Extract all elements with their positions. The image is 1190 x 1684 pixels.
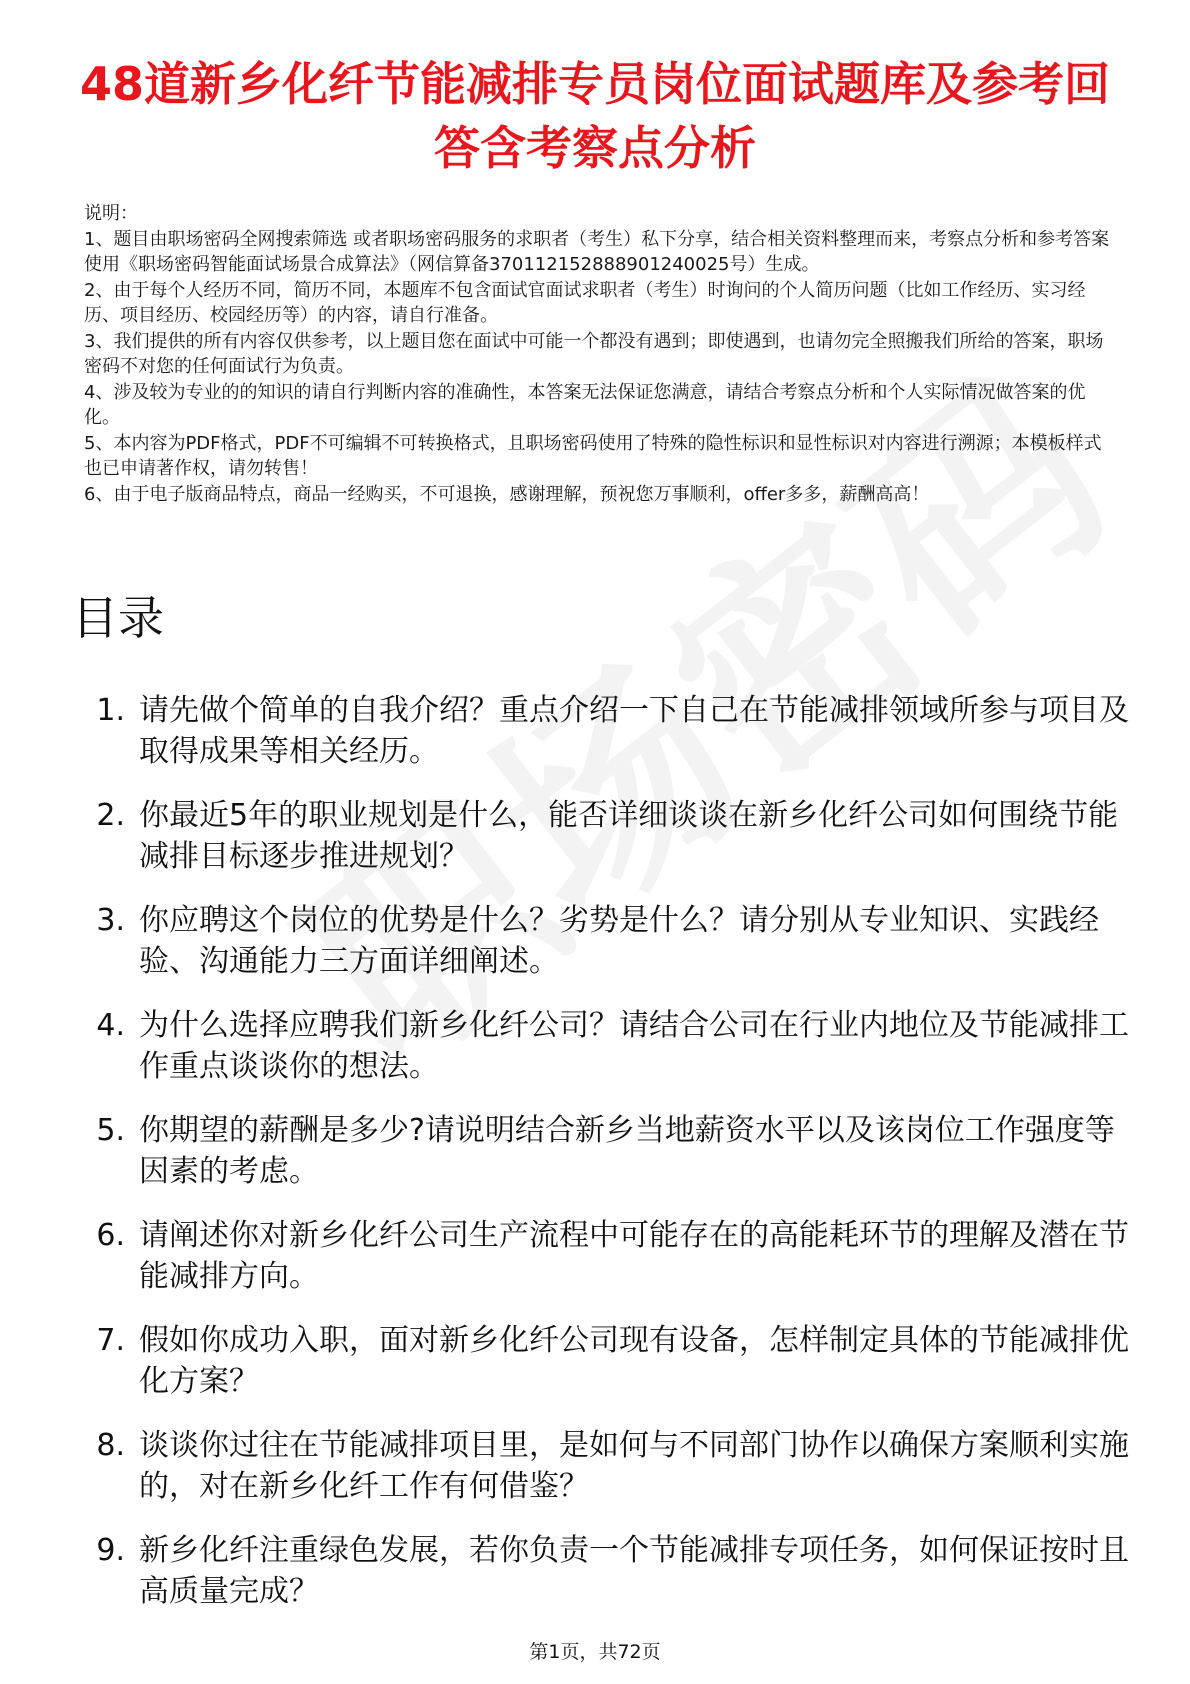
toc-item-number: 3. xyxy=(96,903,125,938)
toc-item-text: 你期望的薪酬是多少?请说明结合新乡当地薪资水平以及该岗位工作强度等因素的考虑。 xyxy=(139,1113,1115,1189)
toc-list xyxy=(72,690,1132,1635)
toc-item-text: 新乡化纤注重绿色发展，若你负责一个节能减排专项任务，如何保证按时且高质量完成？ xyxy=(139,1533,1129,1609)
toc-item-number: 4. xyxy=(96,1008,125,1043)
toc-item-text: 谈谈你过往在节能减排项目里，是如何与不同部门协作以确保方案顺利实施的，对在新乡化纤工作有何借鉴？ xyxy=(139,1428,1129,1504)
toc-item[interactable] xyxy=(72,1110,1132,1192)
note-item: 2、由于每个人经历不同，简历不同，本题库不包含面试官面试求职者（考生）时询问的个人简历问题（比如工作经历、实习经历、项目经历、校园经历等）的内容，请自行准备。 xyxy=(84,279,1086,326)
toc-item-text: 为什么选择应聘我们新乡化纤公司？请结合公司在行业内地位及节能减排工作重点谈谈你的想法。 xyxy=(139,1008,1129,1084)
toc-item-number: 5. xyxy=(96,1113,125,1148)
toc-item[interactable] xyxy=(72,795,1132,877)
document-title: 48道新乡化纤节能减排专员岗位面试题库及参考回答含考察点分析 xyxy=(79,57,1110,175)
toc-item-number: 2. xyxy=(96,798,125,833)
toc-item-number: 1. xyxy=(96,693,125,728)
toc-item[interactable] xyxy=(72,900,1132,982)
toc-item-text: 请阐述你对新乡化纤公司生产流程中可能存在的高能耗环节的理解及潜在节能减排方向。 xyxy=(139,1218,1129,1294)
toc-item[interactable] xyxy=(72,1425,1132,1507)
toc-item-text: 请先做个简单的自我介绍？重点介绍一下自己在节能减排领域所参与项目及取得成果等相关经历。 xyxy=(139,693,1129,769)
note-item: 3、我们提供的所有内容仅供参考，以上题目您在面试中可能一个都没有遇到；即使遇到，也请勿完全照搬我们所给的答案，职场密码不对您的任何面试行为负责。 xyxy=(84,330,1104,377)
toc-item-number: 9. xyxy=(96,1533,125,1568)
toc-item[interactable] xyxy=(72,690,1132,772)
notes-section xyxy=(84,201,1114,507)
notes-heading: 说明： xyxy=(84,203,138,224)
note-item: 4、涉及较为专业的的知识的请自行判断内容的准确性，本答案无法保证您满意，请结合考察点分析和个人实际情况做答案的优化。 xyxy=(84,381,1086,428)
toc-item[interactable] xyxy=(72,1530,1132,1612)
toc-item-text: 你最近5年的职业规划是什么，能否详细谈谈在新乡化纤公司如何围绕节能减排目标逐步推进规划？ xyxy=(139,798,1119,874)
toc-item-text: 你应聘这个岗位的优势是什么？劣势是什么？请分别从专业知识、实践经验、沟通能力三方面详细阐述。 xyxy=(139,903,1099,979)
toc-item[interactable] xyxy=(72,1215,1132,1297)
toc-item-number: 6. xyxy=(96,1218,125,1253)
page-footer: 第1页，共72页 xyxy=(529,1641,661,1663)
toc-item-text: 假如你成功入职，面对新乡化纤公司现有设备，怎样制定具体的节能减排优化方案？ xyxy=(139,1323,1129,1399)
note-item: 1、题目由职场密码全网搜索筛选 或者职场密码服务的求职者（考生）私下分享，结合相关资料整理而来，考察点分析和参考答案使用《职场密码智能面试场景合成算法》（网信算备370112152888901240025号）生成。 xyxy=(84,228,1110,275)
note-item: 6、由于电子版商品特点，商品一经购买，不可退换，感谢理解，预祝您万事顺利，offer多多，薪酬高高！ xyxy=(84,483,930,505)
toc-item-number: 8. xyxy=(96,1428,125,1463)
toc-item-number: 7. xyxy=(96,1323,125,1358)
note-item: 5、本内容为PDF格式，PDF不可编辑不可转换格式，且职场密码使用了特殊的隐性标识和显性标识对内容进行溯源；本模板样式也已申请著作权，请勿转售！ xyxy=(84,432,1102,479)
toc-item[interactable] xyxy=(72,1320,1132,1402)
toc-heading: 目录 xyxy=(72,591,164,645)
toc-item[interactable] xyxy=(72,1005,1132,1087)
